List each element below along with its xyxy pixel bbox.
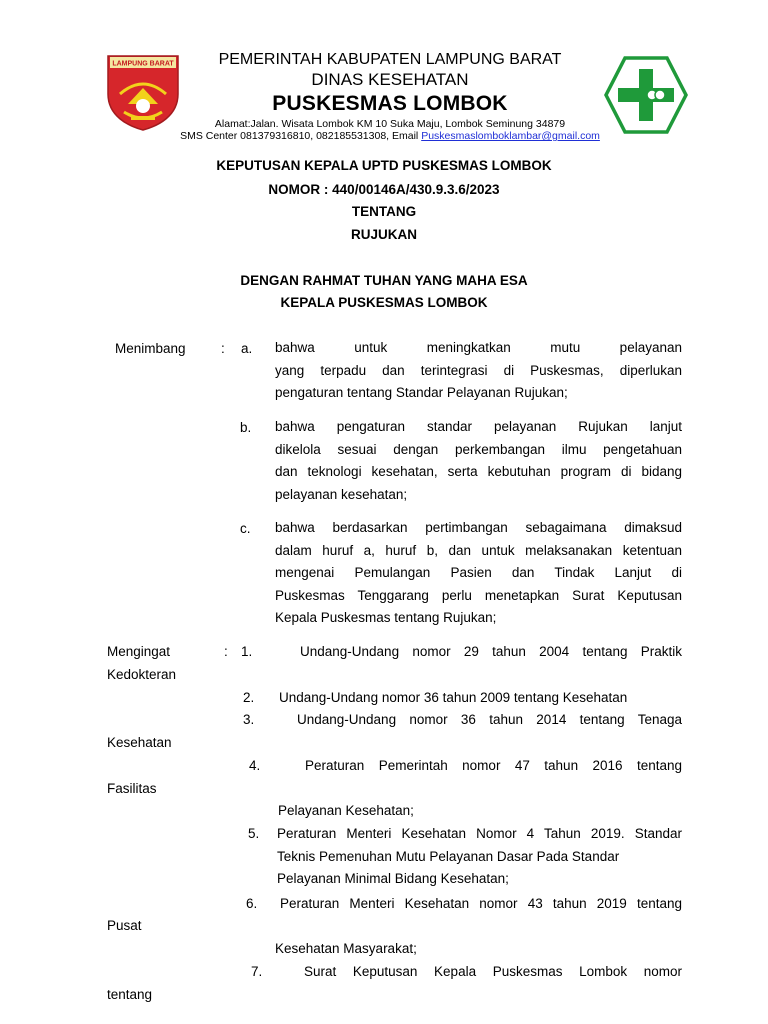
item-marker: a. <box>241 341 253 356</box>
continuation-text: Kesehatan Masyarakat; <box>275 941 417 956</box>
item-marker: 2. <box>243 690 255 705</box>
text-line: Puskesmas Tenggarang perlu menetapkan Surat Keputusan <box>275 587 682 603</box>
item-marker: 4. <box>249 758 261 773</box>
mengingat-item-4: Peraturan Pemerintah nomor 47 tahun 2016 tentang <box>305 758 682 773</box>
text-line: Kepala Puskesmas tentang Rujukan; <box>275 610 497 625</box>
letterhead-name: PUSKESMAS LOMBOK <box>272 92 508 115</box>
text-line: dalam huruf a, huruf b, dan untuk melaksanakan ketentuan <box>275 542 682 558</box>
text-line: yang terpadu dan terintegrasi di Puskesmas, diperlukan <box>275 362 682 378</box>
letterhead-government: PEMERINTAH KABUPATEN LAMPUNG BARAT <box>218 51 562 68</box>
text-line: Pelayanan Minimal Bidang Kesehatan; <box>277 871 509 886</box>
text-line: pelayanan kesehatan; <box>275 486 408 502</box>
invocation: DENGAN RAHMAT TUHAN YANG MAHA ESA <box>240 273 528 288</box>
contact-sms: SMS Center 081379316810, 082185531308, Email <box>180 130 422 142</box>
text-line: bahwa pengaturan standar pelayanan Rujukan lanjut <box>275 419 682 434</box>
item-marker: c. <box>240 521 251 536</box>
mengingat-item-2: Undang-Undang nomor 36 tahun 2009 tentang Kesehatan <box>279 690 628 705</box>
decree-number: NOMOR : 440/00146A/430.9.3.6/2023 <box>268 182 500 197</box>
continuation-text: Pelayanan Kesehatan; <box>278 803 414 818</box>
text-line: Peraturan Menteri Kesehatan Nomor 4 Tahun 2019. Standar <box>277 826 682 841</box>
mengingat-item-3: Undang-Undang nomor 36 tahun 2014 tentang Tenaga <box>297 712 682 727</box>
letterhead-address: Alamat:Jalan. Wisata Lombok KM 10 Suka Maju, Lombok Seminung 34879 <box>214 118 566 130</box>
mengingat-item-1: Undang-Undang nomor 29 tahun 2004 tentang Praktik <box>300 644 682 659</box>
text-line: dan teknologi kesehatan, serta kebutuhan program di bidang <box>275 464 682 479</box>
text-line: Teknis Pemenuhan Mutu Pelayanan Dasar Pada Standar <box>277 848 620 864</box>
letterhead <box>160 50 620 143</box>
mengingat-label: Mengingat <box>107 644 171 659</box>
menimbang-item-b <box>275 416 682 506</box>
menimbang-label: Menimbang <box>115 341 186 356</box>
contact-email-link[interactable]: Puskesmaslomboklambar@gmail.com <box>421 130 600 142</box>
decree-about: TENTANG <box>351 204 417 219</box>
letterhead-agency: DINAS KESEHATAN <box>311 70 469 89</box>
letterhead-contact <box>160 130 620 143</box>
wrap-text: Kedokteran <box>107 667 177 682</box>
item-marker: b. <box>240 420 252 435</box>
puskesmas-logo-icon <box>604 56 688 134</box>
mengingat-item-6: Peraturan Menteri Kesehatan nomor 43 tahun 2019 tentang <box>280 896 682 911</box>
item-marker: 7. <box>251 964 263 979</box>
text-line: bahwa untuk meningkatkan mutu pelayanan <box>275 340 682 355</box>
decree-title: KEPUTUSAN KEPALA UPTD PUSKESMAS LOMBOK <box>216 158 552 173</box>
menimbang-item-a <box>275 337 682 405</box>
text-line: mengenai Pemulangan Pasien dan Tindak Lanjut di <box>275 565 682 580</box>
text-line: dikelola sesuai dengan perkembangan ilmu pengetahuan <box>275 441 682 457</box>
mengingat-item-5 <box>277 823 682 891</box>
menimbang-item-c <box>275 517 682 630</box>
mengingat-item-7: Surat Keputusan Kepala Puskesmas Lombok nomor <box>304 964 682 979</box>
item-marker: 5. <box>248 826 260 841</box>
mengingat-colon: : <box>224 644 228 659</box>
wrap-text: Kesehatan <box>107 735 172 750</box>
emblem-text: LAMPUNG BARAT <box>112 60 174 68</box>
issuer: KEPALA PUSKESMAS LOMBOK <box>280 295 488 310</box>
text-line: pengaturan tentang Standar Pelayanan Rujukan; <box>275 385 568 400</box>
item-marker: 1. <box>241 644 253 659</box>
text-line: bahwa berdasarkan pertimbangan sebagaimana dimaksud <box>275 520 682 535</box>
menimbang-colon: : <box>221 341 225 356</box>
item-marker: 3. <box>243 712 255 727</box>
wrap-text: Pusat <box>107 918 142 933</box>
item-marker: 6. <box>246 896 258 911</box>
decree-subject: RUJUKAN <box>350 227 417 242</box>
wrap-text: tentang <box>107 987 153 1002</box>
wrap-text: Fasilitas <box>107 781 157 796</box>
